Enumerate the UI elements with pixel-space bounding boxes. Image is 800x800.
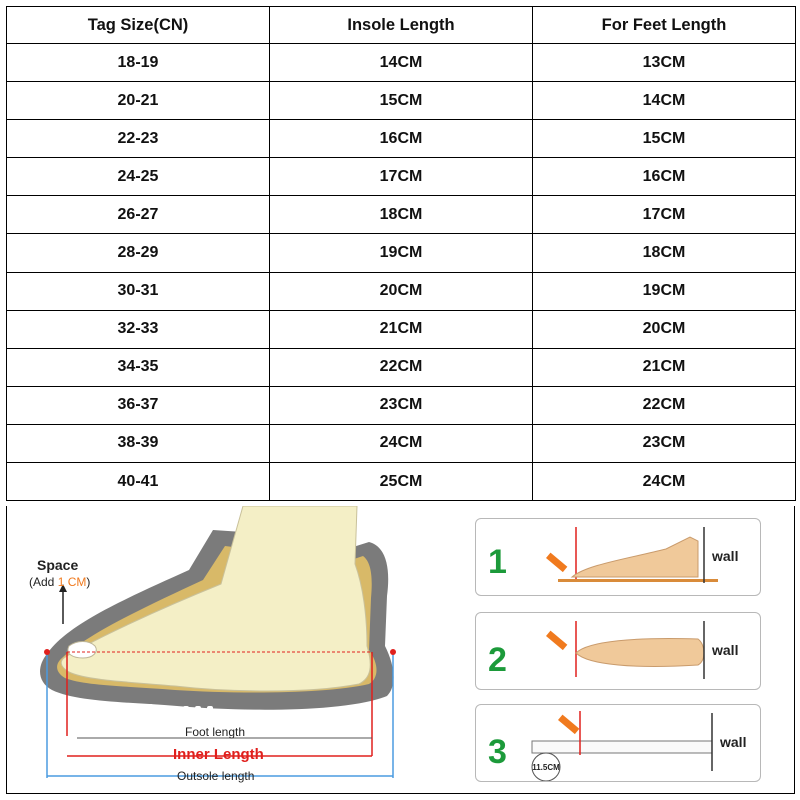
step-3-ruler xyxy=(532,741,712,753)
step-2-panel xyxy=(475,612,761,690)
table-row xyxy=(7,348,796,386)
cell-feet-length: 21CM xyxy=(533,348,796,386)
step-2-wall-label: wall xyxy=(712,642,739,658)
cell-tag-size: 30-31 xyxy=(7,272,270,310)
table-row xyxy=(7,44,796,82)
cell-feet-length: 14CM xyxy=(533,82,796,120)
cell-tag-size: 26-27 xyxy=(7,196,270,234)
cell-tag-size: 28-29 xyxy=(7,234,270,272)
outsole-left-dot xyxy=(44,649,50,655)
add-space-note xyxy=(29,575,90,589)
cell-insole-length: 14CM xyxy=(270,44,533,82)
cell-feet-length: 17CM xyxy=(533,196,796,234)
step-1-number: 1 xyxy=(488,543,507,581)
step-1-pencil xyxy=(546,553,567,573)
step-1-wall-label: wall xyxy=(712,548,739,564)
cell-tag-size: 38-39 xyxy=(7,424,270,462)
step-1-foot xyxy=(572,537,698,577)
step-3-pencil xyxy=(558,715,579,735)
cell-feet-length: 23CM xyxy=(533,424,796,462)
step-3-number: 3 xyxy=(488,733,507,771)
table-row xyxy=(7,234,796,272)
cell-insole-length: 24CM xyxy=(270,424,533,462)
step-1-floor xyxy=(558,579,718,582)
cell-feet-length: 16CM xyxy=(533,158,796,196)
cell-insole-length: 21CM xyxy=(270,310,533,348)
cell-tag-size: 20-21 xyxy=(7,82,270,120)
step-3-measure-label: 11.5CM xyxy=(532,763,560,772)
space-label: Space xyxy=(37,557,79,573)
inner-length-label: Inner Length xyxy=(173,746,264,763)
step-2-number: 2 xyxy=(488,641,507,679)
cell-tag-size: 18-19 xyxy=(7,44,270,82)
step-3-illustration xyxy=(476,705,760,781)
header-tag-size: Tag Size(CN) xyxy=(7,7,270,44)
step-2-pencil xyxy=(546,631,567,651)
step-3-panel xyxy=(475,704,761,782)
cell-feet-length: 18CM xyxy=(533,234,796,272)
cell-insole-length: 17CM xyxy=(270,158,533,196)
cell-insole-length: 18CM xyxy=(270,196,533,234)
outsole-length-label: Outsole length xyxy=(177,769,255,783)
header-insole-length: Insole Length xyxy=(270,7,533,44)
add-space-suffix: ) xyxy=(86,575,91,589)
cell-insole-length: 20CM xyxy=(270,272,533,310)
table-body xyxy=(7,44,796,501)
header-feet-length: For Feet Length xyxy=(533,7,796,44)
table-row xyxy=(7,463,796,501)
table-row xyxy=(7,386,796,424)
shoe-cross-section-illustration xyxy=(7,506,467,794)
table-row xyxy=(7,272,796,310)
cell-feet-length: 22CM xyxy=(533,386,796,424)
cell-feet-length: 19CM xyxy=(533,272,796,310)
cell-tag-size: 24-25 xyxy=(7,158,270,196)
cell-tag-size: 34-35 xyxy=(7,348,270,386)
cell-insole-length: 16CM xyxy=(270,120,533,158)
cell-insole-length: 19CM xyxy=(270,234,533,272)
cell-feet-length: 15CM xyxy=(533,120,796,158)
step-2-foot xyxy=(576,639,704,667)
size-chart-table xyxy=(6,6,796,501)
cell-insole-length: 23CM xyxy=(270,386,533,424)
cell-feet-length: 13CM xyxy=(533,44,796,82)
outsole-right-dot xyxy=(390,649,396,655)
cell-tag-size: 22-23 xyxy=(7,120,270,158)
table-header-row xyxy=(7,7,796,44)
table-row xyxy=(7,310,796,348)
step-3-wall-label: wall xyxy=(720,734,747,750)
cell-feet-length: 20CM xyxy=(533,310,796,348)
step-1-illustration xyxy=(476,519,760,595)
step-2-illustration xyxy=(476,613,760,689)
add-space-value: 1 CM xyxy=(57,575,87,589)
cell-tag-size: 32-33 xyxy=(7,310,270,348)
table-row xyxy=(7,82,796,120)
cell-insole-length: 22CM xyxy=(270,348,533,386)
cell-insole-length: 25CM xyxy=(270,463,533,501)
cell-feet-length: 24CM xyxy=(533,463,796,501)
table-row xyxy=(7,424,796,462)
cell-insole-length: 15CM xyxy=(270,82,533,120)
cell-tag-size: 36-37 xyxy=(7,386,270,424)
measurement-guide-panel xyxy=(6,506,795,794)
table-row xyxy=(7,120,796,158)
step-1-panel xyxy=(475,518,761,596)
table-row xyxy=(7,196,796,234)
add-space-prefix: (Add xyxy=(29,575,58,589)
cell-tag-size: 40-41 xyxy=(7,463,270,501)
foot-length-label: Foot length xyxy=(185,725,246,739)
toe-shape xyxy=(68,642,96,659)
table-row xyxy=(7,158,796,196)
